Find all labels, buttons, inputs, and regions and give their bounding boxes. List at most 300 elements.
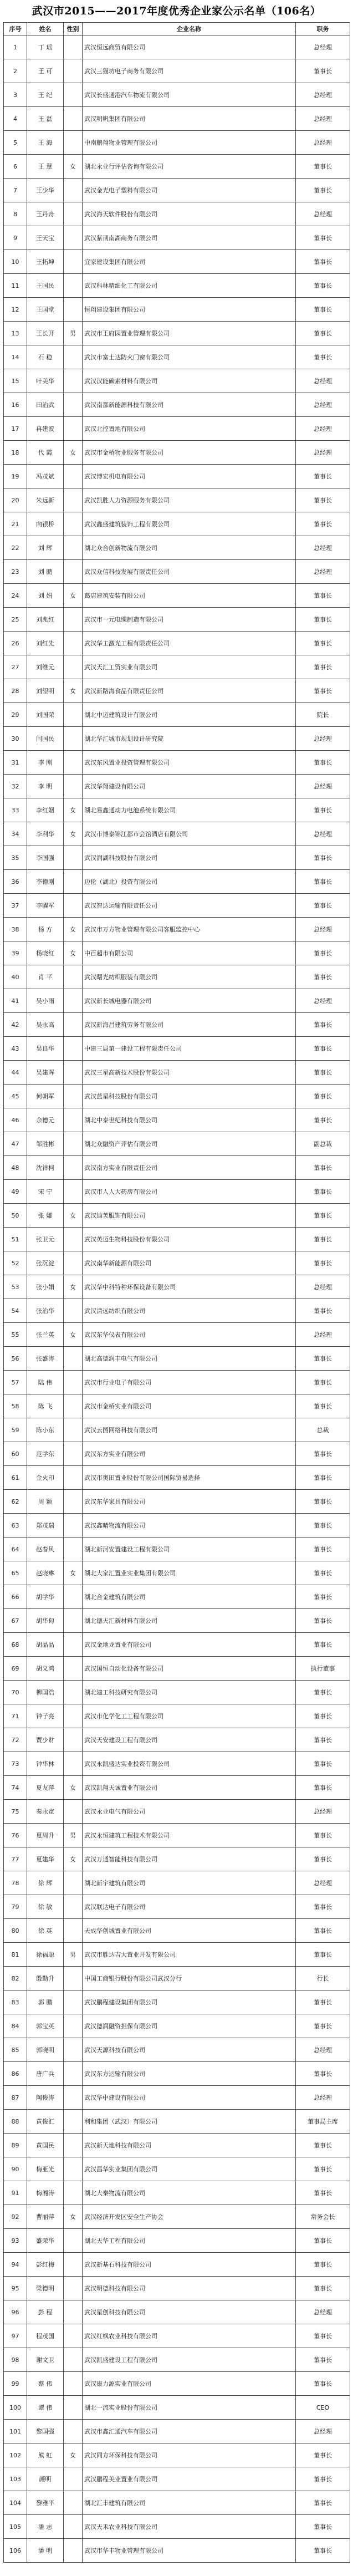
table-row <box>4 2086 350 2110</box>
person-name: 黎雅平 <box>27 2491 64 2515</box>
row-number: 33 <box>4 798 27 822</box>
table-row <box>4 560 350 584</box>
table-row <box>4 1967 350 1990</box>
table-row <box>4 59 350 83</box>
person-name: 钟华林 <box>27 1752 64 1776</box>
row-number: 64 <box>4 1538 27 1561</box>
table-row <box>4 1633 350 1657</box>
gender-cell <box>64 560 83 584</box>
table-row <box>4 727 350 751</box>
table-row <box>4 2539 350 2563</box>
row-number: 103 <box>4 2467 27 2491</box>
company-name: 中国工商银行股份有限公司武汉分行 <box>83 1967 296 1990</box>
row-number: 79 <box>4 1895 27 1919</box>
row-number: 61 <box>4 1466 27 1490</box>
gender-cell <box>64 870 83 894</box>
job-title: 董事长 <box>296 965 350 989</box>
gender-cell <box>64 2086 83 2110</box>
gender-cell <box>64 2491 83 2515</box>
gender-cell <box>64 1871 83 1895</box>
job-title: 董事长 <box>296 2443 350 2467</box>
gender-cell <box>64 1990 83 2014</box>
table-row <box>4 1442 350 1466</box>
company-name: 武汉迪芙服饰有限公司 <box>83 1204 296 1228</box>
job-title: 董事长 <box>296 679 350 703</box>
row-number: 8 <box>4 202 27 226</box>
gender-cell <box>64 1919 83 1943</box>
gender-cell <box>64 1895 83 1919</box>
header-gender: 性别 <box>64 23 83 35</box>
gender-cell <box>64 751 83 775</box>
company-name: 武汉东方运输有限公司 <box>83 2062 296 2086</box>
table-row <box>4 632 350 655</box>
table-row <box>4 35 350 59</box>
company-name: 武汉新海昌建筑劳务有限公司 <box>83 1013 296 1037</box>
job-title: 总经理 <box>296 918 350 941</box>
gender-cell: 女 <box>64 1204 83 1228</box>
gender-cell: 女 <box>64 1323 83 1347</box>
company-name: 武汉紫荆南湖商务有限公司 <box>83 226 296 250</box>
job-title: 董事长 <box>296 1371 350 1394</box>
company-name: 武汉万通智能科技有限公司 <box>83 1847 296 1871</box>
row-number: 16 <box>4 393 27 417</box>
row-number: 51 <box>4 1228 27 1251</box>
job-title: 总经理 <box>296 131 350 155</box>
person-name: 徐福聪 <box>27 1943 64 1967</box>
person-name: 李 刚 <box>27 751 64 775</box>
company-name: 武汉永恒建筑工程技术有限公司 <box>83 1824 296 1847</box>
table-row <box>4 2181 350 2205</box>
person-name: 彭 程 <box>27 2300 64 2324</box>
company-name: 武汉康力源实业有限公司 <box>83 2372 296 2396</box>
gender-cell <box>64 393 83 417</box>
row-number: 93 <box>4 2229 27 2253</box>
job-title: 总经理 <box>296 1871 350 1895</box>
table-row <box>4 83 350 107</box>
person-name: 赵春风 <box>27 1538 64 1561</box>
company-name: 武汉众信科技发展有限责任公司 <box>83 560 296 584</box>
person-name: 张盛涛 <box>27 1347 64 1371</box>
person-name: 杨晓红 <box>27 941 64 965</box>
job-title: 董事长 <box>296 1847 350 1871</box>
row-number: 94 <box>4 2253 27 2277</box>
table-row <box>4 1681 350 1704</box>
person-name: 唐广兵 <box>27 2062 64 2086</box>
row-number: 30 <box>4 727 27 751</box>
company-name: 武汉曙光纺织服装有限公司 <box>83 965 296 989</box>
row-number: 88 <box>4 2110 27 2134</box>
job-title: 董事长 <box>296 1085 350 1108</box>
row-number: 37 <box>4 894 27 918</box>
gender-cell <box>64 1800 83 1824</box>
gender-cell <box>64 274 83 298</box>
gender-cell <box>64 1347 83 1371</box>
company-name: 武汉国恒自动化设备有限公司 <box>83 1657 296 1681</box>
row-number: 90 <box>4 2157 27 2181</box>
gender-cell <box>64 345 83 369</box>
job-title: 董事长 <box>296 1919 350 1943</box>
table-row <box>4 775 350 798</box>
gender-cell: 女 <box>64 2443 83 2467</box>
person-name: 潘 明 <box>27 2539 64 2563</box>
gender-cell <box>64 1609 83 1633</box>
person-name: 谢文卫 <box>27 2348 64 2372</box>
table-row <box>4 107 350 131</box>
company-name: 武汉市博泰锦江都市会馆酒店有限公司 <box>83 822 296 846</box>
person-name: 刘兆红 <box>27 608 64 632</box>
job-title: 行长 <box>296 1967 350 1990</box>
job-title: 董事长 <box>296 1633 350 1657</box>
table-row <box>4 1776 350 1800</box>
row-number: 72 <box>4 1728 27 1752</box>
person-name: 梅湘涛 <box>27 2181 64 2205</box>
job-title: 董事长 <box>296 1442 350 1466</box>
job-title: 总经理 <box>296 35 350 59</box>
company-name: 武汉经济开发区安全生产协会 <box>83 2205 296 2229</box>
table-row <box>4 179 350 202</box>
company-name: 武汉金地龙置业有限公司 <box>83 1633 296 1657</box>
company-name: 湖北新宇建筑有限公司 <box>83 1871 296 1895</box>
gender-cell <box>64 202 83 226</box>
row-number: 67 <box>4 1609 27 1633</box>
company-name: 武汉天安建设工程有限公司 <box>83 1728 296 1752</box>
table-row <box>4 679 350 703</box>
company-name: 武汉华中建设有限公司 <box>83 2086 296 2110</box>
person-name: 王 海 <box>27 131 64 155</box>
gender-cell <box>64 1585 83 1609</box>
row-number: 41 <box>4 989 27 1013</box>
person-name: 李红姻 <box>27 798 64 822</box>
table-row <box>4 1251 350 1275</box>
job-title: 董事长 <box>296 2014 350 2038</box>
row-number: 10 <box>4 250 27 274</box>
table-row <box>4 1847 350 1871</box>
job-title: 董事长 <box>296 751 350 775</box>
job-title: 董事长 <box>296 1990 350 2014</box>
company-name: 武汉天汇工贸实业有限公司 <box>83 655 296 679</box>
gender-cell <box>64 2038 83 2062</box>
person-name: 王长开 <box>27 322 64 345</box>
job-title: 总经理 <box>296 2300 350 2324</box>
row-number: 3 <box>4 83 27 107</box>
gender-cell <box>64 2253 83 2277</box>
company-name: 武汉南华新能源有限公司 <box>83 1251 296 1275</box>
row-number: 13 <box>4 322 27 345</box>
job-title: 总经理 <box>296 536 350 560</box>
table-row <box>4 488 350 512</box>
gender-cell: 女 <box>64 2205 83 2229</box>
row-number: 91 <box>4 2181 27 2205</box>
row-number: 95 <box>4 2277 27 2300</box>
gender-cell <box>64 1132 83 1156</box>
table-row <box>4 2277 350 2300</box>
person-name: 丁 瑶 <box>27 35 64 59</box>
person-name: 冉建波 <box>27 417 64 441</box>
job-title: 总经理 <box>296 560 350 584</box>
job-title: 董事长 <box>296 1681 350 1704</box>
job-title: 董事长 <box>296 2467 350 2491</box>
company-name: 武汉北控置地有限公司 <box>83 417 296 441</box>
person-name: 代 霞 <box>27 441 64 465</box>
person-name: 王 磊 <box>27 107 64 131</box>
gender-cell <box>64 775 83 798</box>
row-number: 69 <box>4 1657 27 1681</box>
gender-cell <box>64 1633 83 1657</box>
row-number: 12 <box>4 298 27 322</box>
row-number: 2 <box>4 59 27 83</box>
company-name: 湖北大家汇置业实业集团有限公司 <box>83 1561 296 1585</box>
row-number: 66 <box>4 1585 27 1609</box>
person-name: 张兰英 <box>27 1323 64 1347</box>
person-name: 梁德明 <box>27 2277 64 2300</box>
job-title: 总经理 <box>296 393 350 417</box>
job-title: 董事长 <box>296 250 350 274</box>
company-name: 武汉英迈生物科技股份有限公司 <box>83 1228 296 1251</box>
row-number: 17 <box>4 417 27 441</box>
job-title: 董事长 <box>296 1061 350 1085</box>
person-name: 吴永高 <box>27 1013 64 1037</box>
table-row <box>4 1180 350 1204</box>
table-row <box>4 1728 350 1752</box>
table-row <box>4 441 350 465</box>
company-name: 武汉新长城电器有限公司 <box>83 989 296 1013</box>
gender-cell <box>64 727 83 751</box>
row-number: 7 <box>4 179 27 202</box>
company-name: 武汉云图网络科技有限公司 <box>83 1418 296 1442</box>
gender-cell: 女 <box>64 441 83 465</box>
company-name: 湖北众合创新物流有限公司 <box>83 536 296 560</box>
table-row <box>4 2205 350 2229</box>
company-name: 武汉市金桥实业有限公司 <box>83 1394 296 1418</box>
row-number: 58 <box>4 1394 27 1418</box>
company-name: 武汉联达电子有限公司 <box>83 1895 296 1919</box>
row-number: 57 <box>4 1371 27 1394</box>
company-name: 武汉明德科技有限公司 <box>83 2277 296 2300</box>
person-name: 夏建华 <box>27 1847 64 1871</box>
person-name: 王国民 <box>27 274 64 298</box>
company-name: 武汉新基石科技有限公司 <box>83 2253 296 2277</box>
gender-cell <box>64 965 83 989</box>
person-name: 郭宝英 <box>27 2014 64 2038</box>
person-name: 谭 伟 <box>27 2396 64 2420</box>
person-name: 肖 平 <box>27 965 64 989</box>
table-row <box>4 1156 350 1180</box>
job-title: 董事长 <box>296 2157 350 2181</box>
table-row <box>4 1919 350 1943</box>
job-title: 董事长 <box>296 584 350 608</box>
company-name: 中南鹏翔物业管理有限公司 <box>83 131 296 155</box>
gender-cell <box>64 1228 83 1251</box>
company-name: 湖北建工科技研究有限公司 <box>83 1681 296 1704</box>
gender-cell <box>64 2300 83 2324</box>
job-title: 总经理 <box>296 417 350 441</box>
row-number: 44 <box>4 1061 27 1085</box>
job-title: 总经理 <box>296 1800 350 1824</box>
gender-cell <box>64 989 83 1013</box>
gender-cell <box>64 2014 83 2038</box>
row-number: 68 <box>4 1633 27 1657</box>
gender-cell <box>64 1752 83 1776</box>
company-name: 武汉凯盛建设工程有限公司 <box>83 2348 296 2372</box>
company-name: 湖北易鑫通动力电池系统有限公司 <box>83 798 296 822</box>
company-name: 湖北汇丰建筑有限公司 <box>83 2491 296 2515</box>
job-title: 董事长 <box>296 1251 350 1275</box>
job-title: 董事长 <box>296 2515 350 2539</box>
company-name: 武汉永凯盛达实业投资有限公司 <box>83 1752 296 1776</box>
row-number: 50 <box>4 1204 27 1228</box>
company-name: 武汉凯翔天诚置业有限公司 <box>83 1776 296 1800</box>
job-title: 董事长 <box>296 1180 350 1204</box>
person-name: 赵晓琳 <box>27 1561 64 1585</box>
gender-cell <box>64 1514 83 1538</box>
job-title: 总经理 <box>296 727 350 751</box>
job-title: 董事长 <box>296 2229 350 2253</box>
company-name: 湖北新河安置建设工程有限公司 <box>83 1538 296 1561</box>
job-title: 董事长 <box>296 1609 350 1633</box>
table-row <box>4 1871 350 1895</box>
table-row <box>4 2372 350 2396</box>
company-name: 武汉东华仪表有限公司 <box>83 1323 296 1347</box>
person-name: 王 可 <box>27 59 64 83</box>
gender-cell <box>64 1156 83 1180</box>
gender-cell <box>64 417 83 441</box>
company-name: 湖北合金建筑有限公司 <box>83 1585 296 1609</box>
row-number: 36 <box>4 870 27 894</box>
person-name: 彭红梅 <box>27 2253 64 2277</box>
gender-cell <box>64 298 83 322</box>
person-name: 刘 鹏 <box>27 560 64 584</box>
table-row <box>4 536 350 560</box>
gender-cell <box>64 1704 83 1728</box>
person-name: 吴良华 <box>27 1037 64 1061</box>
company-name: 武汉市王府园置业管理有限公司 <box>83 322 296 345</box>
person-name: 王国堂 <box>27 298 64 322</box>
job-title: 董事局主席 <box>296 2110 350 2134</box>
job-title: 董事长 <box>296 59 350 83</box>
row-number: 21 <box>4 512 27 536</box>
company-name: 武汉润湖科技股份有限公司 <box>83 846 296 870</box>
person-name: 张沉淀 <box>27 1251 64 1275</box>
job-title: 总裁 <box>296 1418 350 1442</box>
table-row <box>4 1895 350 1919</box>
gender-cell <box>64 250 83 274</box>
job-title: 董事长 <box>296 1037 350 1061</box>
company-name: 武汉博宏机电有限公司 <box>83 465 296 488</box>
company-name: 武汉市万方物业管理有限公司客服监控中心 <box>83 918 296 941</box>
job-title: 董事长 <box>296 2062 350 2086</box>
job-title: 董事长 <box>296 1466 350 1490</box>
job-title: 总经理 <box>296 2420 350 2443</box>
table-row <box>4 1538 350 1561</box>
row-number: 27 <box>4 655 27 679</box>
job-title: 董事长 <box>296 2348 350 2372</box>
company-name: 武汉市一元电缆制造有限公司 <box>83 608 296 632</box>
table-row <box>4 894 350 918</box>
row-number: 76 <box>4 1824 27 1847</box>
row-number: 22 <box>4 536 27 560</box>
job-title: 董事长 <box>296 2372 350 2396</box>
company-name: 利和集团（武汉）有限公司 <box>83 2110 296 2134</box>
person-name: 王少华 <box>27 179 64 202</box>
person-name: 郭 鹏 <box>27 1990 64 2014</box>
person-name: 朱远新 <box>27 488 64 512</box>
gender-cell <box>64 35 83 59</box>
gender-cell <box>64 1538 83 1561</box>
gender-cell <box>64 2324 83 2348</box>
table-row <box>4 2300 350 2324</box>
gender-cell: 男 <box>64 322 83 345</box>
company-name: 武汉南方实业有限责任公司 <box>83 1156 296 1180</box>
company-name: 武汉华翔建设有限公司 <box>83 775 296 798</box>
row-number: 83 <box>4 1990 27 2014</box>
table-row <box>4 226 350 250</box>
person-name: 吴建晖 <box>27 1061 64 1085</box>
company-name: 武汉鹏程美业置业有限公司 <box>83 2467 296 2491</box>
table-row <box>4 1752 350 1776</box>
person-name: 郑茂瑞 <box>27 1514 64 1538</box>
row-number: 71 <box>4 1704 27 1728</box>
company-name: 武汉新天地科技有限公司 <box>83 2134 296 2157</box>
person-name: 胡义鸿 <box>27 1657 64 1681</box>
row-number: 54 <box>4 1299 27 1323</box>
person-name: 梅亚光 <box>27 2157 64 2181</box>
gender-cell <box>64 2277 83 2300</box>
company-name: 武汉鑫盛建筑装饰工程有限公司 <box>83 512 296 536</box>
person-name: 贾少财 <box>27 1728 64 1752</box>
row-number: 86 <box>4 2062 27 2086</box>
gender-cell <box>64 131 83 155</box>
row-number: 60 <box>4 1442 27 1466</box>
table-row <box>4 1704 350 1728</box>
company-name: 武汉金光电子塑料有限公司 <box>83 179 296 202</box>
row-number: 102 <box>4 2443 27 2467</box>
row-number: 106 <box>4 2539 27 2563</box>
table-row <box>4 655 350 679</box>
table-row <box>4 1323 350 1347</box>
person-name: 徐 英 <box>27 1919 64 1943</box>
person-name: 刘 娟 <box>27 584 64 608</box>
row-number: 14 <box>4 345 27 369</box>
row-number: 97 <box>4 2324 27 2348</box>
job-title: 董事长 <box>296 2253 350 2277</box>
table-row <box>4 1418 350 1442</box>
company-name: 武汉南都新能源科技有限公司 <box>83 393 296 417</box>
table-row <box>4 369 350 393</box>
table-row <box>4 1657 350 1681</box>
table-row <box>4 918 350 941</box>
table-row <box>4 584 350 608</box>
gender-cell <box>64 1490 83 1514</box>
job-title: 董事长 <box>296 179 350 202</box>
table-row <box>4 2467 350 2491</box>
job-title: 董事长 <box>296 1394 350 1418</box>
gender-cell <box>64 703 83 727</box>
job-title: 总经理 <box>296 2086 350 2110</box>
table-row <box>4 2324 350 2348</box>
table-row <box>4 2062 350 2086</box>
person-name: 杨 方 <box>27 918 64 941</box>
gender-cell <box>64 1299 83 1323</box>
table-row <box>4 2134 350 2157</box>
job-title: 总经理 <box>296 107 350 131</box>
job-title: 董事长 <box>296 488 350 512</box>
person-name: 黄国民 <box>27 2134 64 2157</box>
job-title: 总经理 <box>296 369 350 393</box>
table-row <box>4 1347 350 1371</box>
row-number: 77 <box>4 1847 27 1871</box>
company-name: 武汉恒远商贸有限公司 <box>83 35 296 59</box>
gender-cell <box>64 2372 83 2396</box>
